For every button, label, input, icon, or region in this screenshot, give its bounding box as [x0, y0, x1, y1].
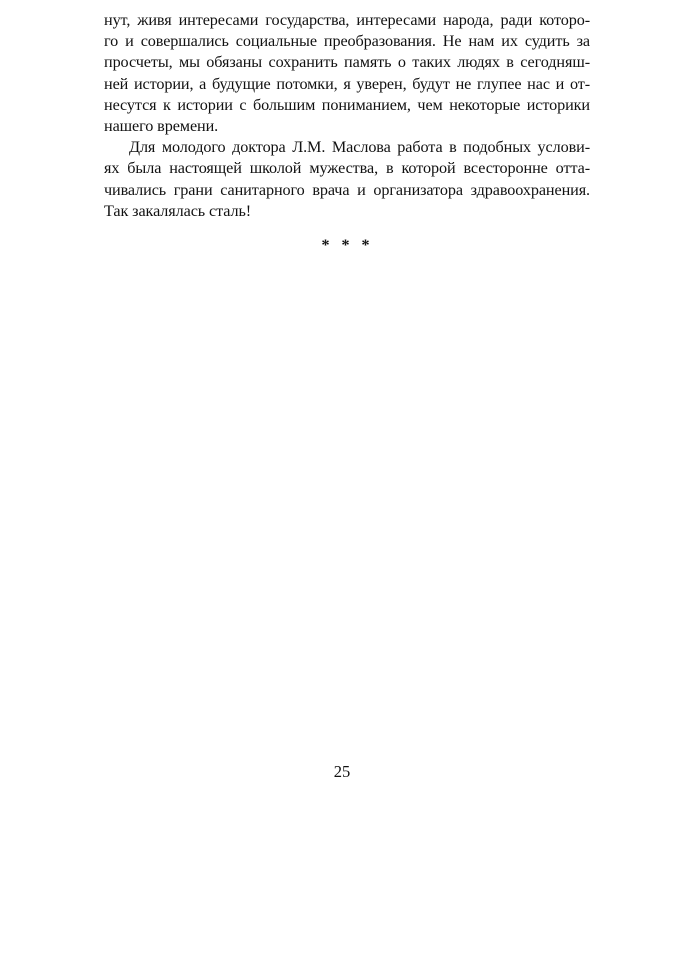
text-line: несутся к истории с большим пониманием, чем некоторые историки — [104, 95, 590, 114]
text-line: нут, живя интересами государства, интересами народа, ради которо- — [104, 11, 590, 29]
text-line: чивались грани санитарного врача и организатора здравоохранения. — [104, 180, 590, 199]
page-number: 25 — [333, 762, 351, 781]
body-text — [104, 10, 590, 222]
paragraph-1 — [104, 10, 590, 137]
section-separator: * * * — [321, 237, 374, 254]
text-line: ней истории, а будущие потомки, я уверен, будут не глупее нас и от- — [104, 74, 590, 93]
text-line: го и совершались социальные преобразования. Не нам их судить за — [104, 32, 590, 51]
text-line: Так закалялась сталь! — [104, 201, 252, 220]
text-line: нашего времени. — [104, 116, 219, 135]
paragraph-2 — [104, 137, 590, 222]
text-line: Для молодого доктора Л.М. Маслова работа в подобных услови- — [129, 138, 590, 157]
text-line: ях была настоящей школой мужества, в которой всесторонне отта- — [104, 159, 590, 178]
text-line: просчеты, мы обязаны сохранить память о таких людях в сегодняш- — [104, 53, 590, 72]
